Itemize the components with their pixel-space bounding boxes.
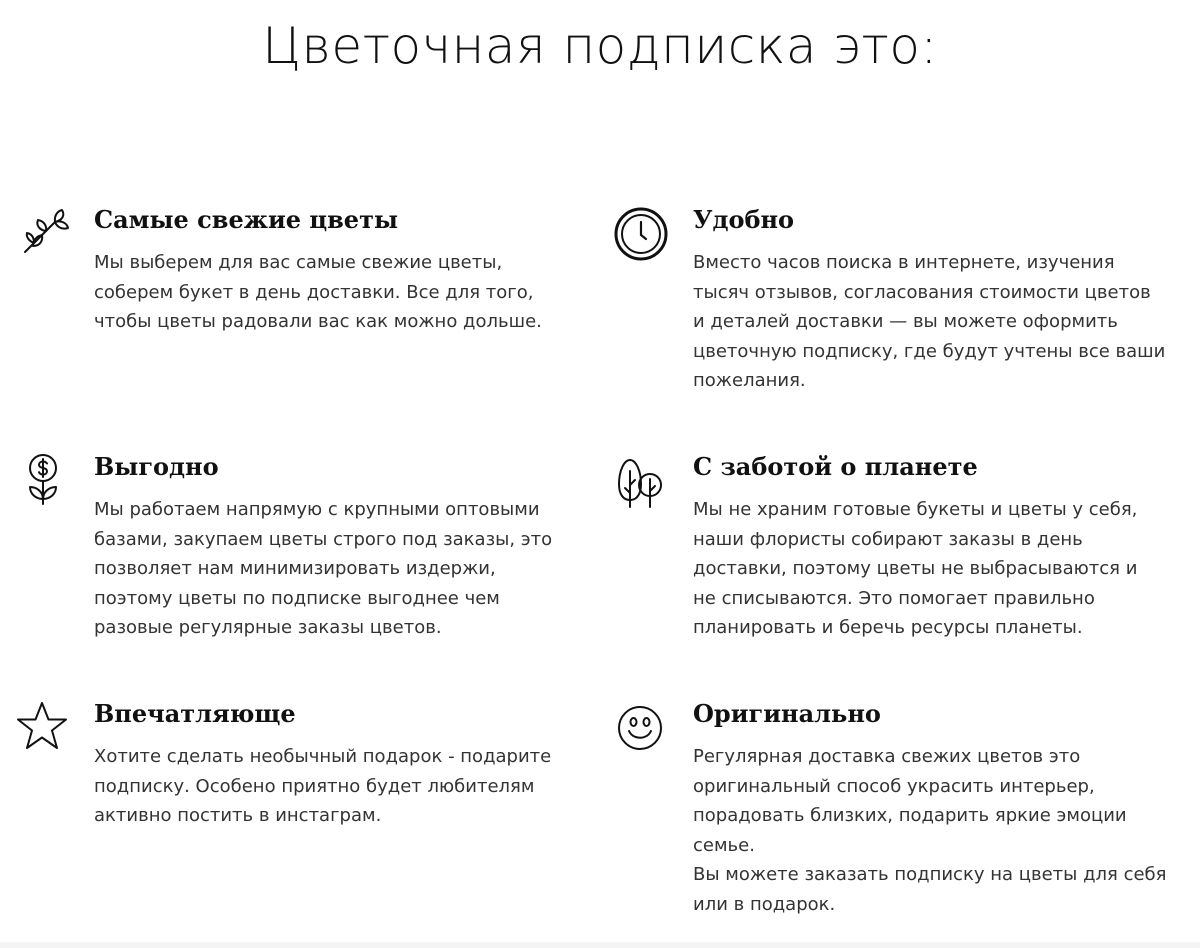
feature-heading: Выгодно <box>94 452 219 481</box>
bottom-divider <box>0 942 1200 948</box>
feature-description: Вместо часов поиска в интернете, изучения тысяч отзывов, согласования стоимости цветов и деталей доставки — вы можете оформить цветочную подписку, где будут учтены все ваши пожелания. <box>693 252 1166 391</box>
page-title: Цветочная подписка это: <box>262 17 938 75</box>
feature-heading: Самые свежие цветы <box>94 205 399 234</box>
feature-description: Мы выберем для вас самые свежие цветы, соберем букет в день доставки. Все для того, чтобы цветы радовали вас как можно дольше. <box>94 252 542 332</box>
feature-description: Регулярная доставка свежих цветов это оригинальный способ украсить интерьер, порадовать близких, подарить яркие эмоции семье. Вы можете заказать подписку на цветы для себя или в подарок. <box>693 746 1167 915</box>
trees-icon <box>615 453 671 509</box>
feature-profitable <box>94 451 574 643</box>
feature-description: Мы не храним готовые букеты и цветы у себя, наши флористы собирают заказы в день доставки, поэтому цветы не выбрасываются и не списываются. Это помогает правильно планировать и беречь ресурсы планеты. <box>693 499 1138 638</box>
feature-convenient <box>693 204 1183 396</box>
feature-original <box>693 698 1183 919</box>
feature-heading: С заботой о планете <box>693 452 978 481</box>
flower-branch-icon <box>18 206 74 262</box>
money-flower-icon <box>15 451 71 507</box>
feature-heading: Оригинально <box>693 699 881 728</box>
feature-planet-care <box>693 451 1183 643</box>
feature-description: Хотите сделать необычный подарок - подарите подписку. Особено приятно будет любителям активно постить в инстаграм. <box>94 746 552 826</box>
feature-impressive <box>94 698 574 831</box>
star-icon <box>14 699 70 755</box>
feature-description: Мы работаем напрямую с крупными оптовыми базами, закупаем цветы строго под заказы, это позволяет нам минимизировать издержи, поэтому цветы по подписке выгоднее чем разовые регулярные заказы цветов. <box>94 499 553 638</box>
feature-heading: Удобно <box>693 205 795 234</box>
clock-icon <box>613 206 669 262</box>
feature-fresh-flowers <box>94 204 574 337</box>
feature-heading: Впечатляюще <box>94 699 296 728</box>
smiley-icon <box>612 700 668 756</box>
